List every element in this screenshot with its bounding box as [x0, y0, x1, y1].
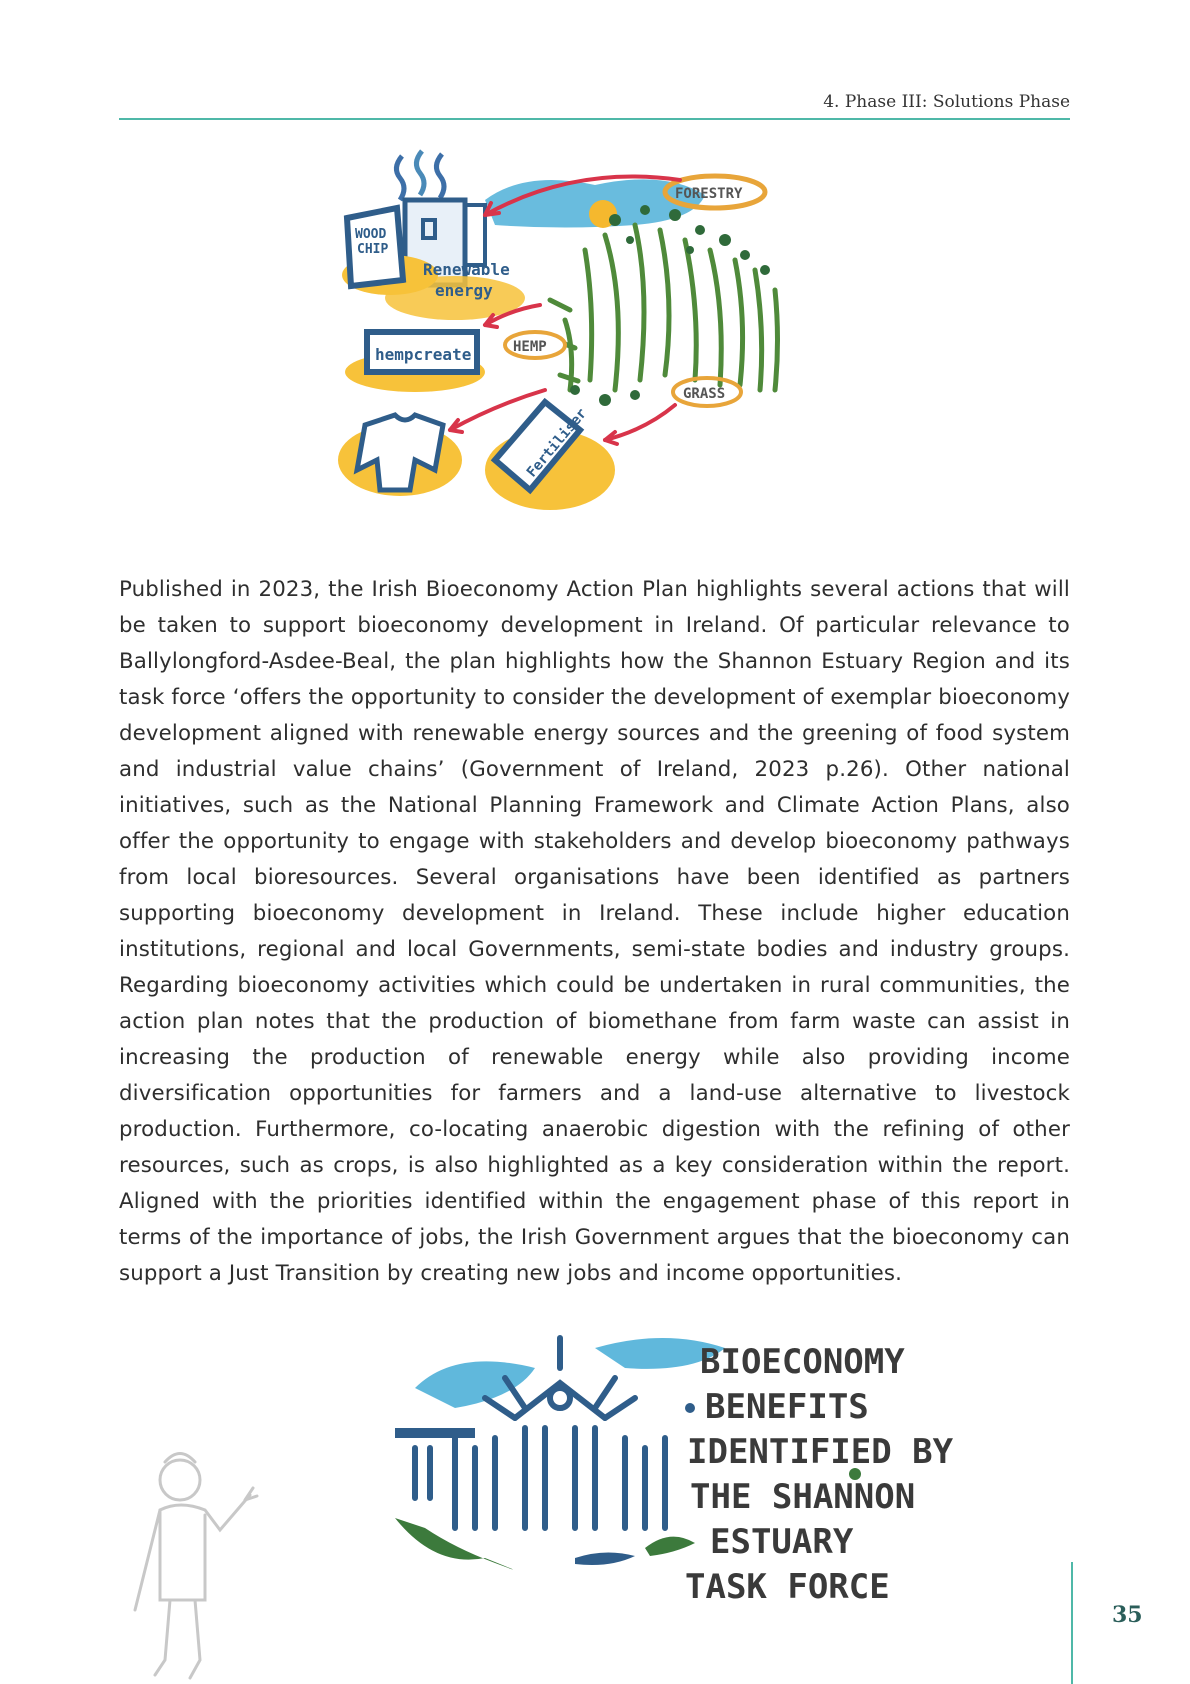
forestry-label: FORESTRY [675, 186, 743, 202]
task-force-line-3: IDENTIFIED BY [687, 1432, 954, 1472]
hemp-label: HEMP [513, 339, 547, 355]
person-sketch-icon [120, 1440, 270, 1684]
task-force-line-4: THE SHANNON [690, 1477, 916, 1517]
grass-label: GRASS [683, 386, 726, 402]
running-header [119, 88, 1070, 120]
bioresource-cycle-illustration [335, 140, 855, 540]
task-force-line-2: BENEFITS [705, 1387, 869, 1427]
body-paragraph: Published in 2023, the Irish Bioeconomy Action Plan highlights several actions that will be taken to support bioeconomy development in Ireland. Of particular relevance to Ballylongford-Asdee-Beal, the plan highlights how the Shannon Estuary Region and its task force ‘offers the opportunity to consider the development of exemplar bioeconomy development aligned with renewable energy sources and the greening of food system and industrial value chains’ (Government of Ireland, 2023 p.26). Other national initiatives, such as the National Planning Framework and Climate Action Plans, also offer the opportunity to engage with stakeholders and develop bioeconomy pathways from local bioresources. Several organisations have been identified as partners supporting bioeconomy development in Ireland. These include higher education institutions, regional and local Governments, semi-state bodies and industry groups. Regarding bioeconomy activities which could be undertaken in rural communities, the action plan notes that the production of biomethane from farm waste can assist in increasing the production of renewable energy while also providing income diversification opportunities for farmers and a land-use alternative to livestock production. Furthermore, co-locating anaerobic digestion with the refining of other resources, such as crops, is also highlighted as a key consideration within the report. Aligned with the priorities identified within the engagement phase of this report in terms of the importance of jobs, the Irish Government argues that the bioeconomy can support a Just Transition by creating new jobs and income opportunities. [119, 577, 1070, 1286]
page-number-rule [1071, 1562, 1073, 1684]
plants-icon [550, 225, 778, 390]
hempcreate-label: hempcreate [375, 345, 472, 364]
task-force-line-5: ESTUARY [710, 1522, 854, 1562]
renewable-label-line1: Renewable [423, 260, 510, 279]
task-force-line-1: BIOECONOMY [700, 1342, 905, 1382]
section-title: 4. Phase III: Solutions Phase [823, 92, 1070, 112]
task-force-line-6: TASK FORCE [685, 1567, 890, 1607]
task-force-illustration [395, 1328, 955, 1648]
fertiliser-label: Fertiliser [523, 405, 591, 481]
renewable-label-line2: energy [435, 281, 493, 300]
wood-chip-label-line1: WOOD [355, 227, 387, 242]
page-number: 35 [1112, 1602, 1143, 1628]
wood-chip-label-line2: CHIP [357, 242, 389, 257]
